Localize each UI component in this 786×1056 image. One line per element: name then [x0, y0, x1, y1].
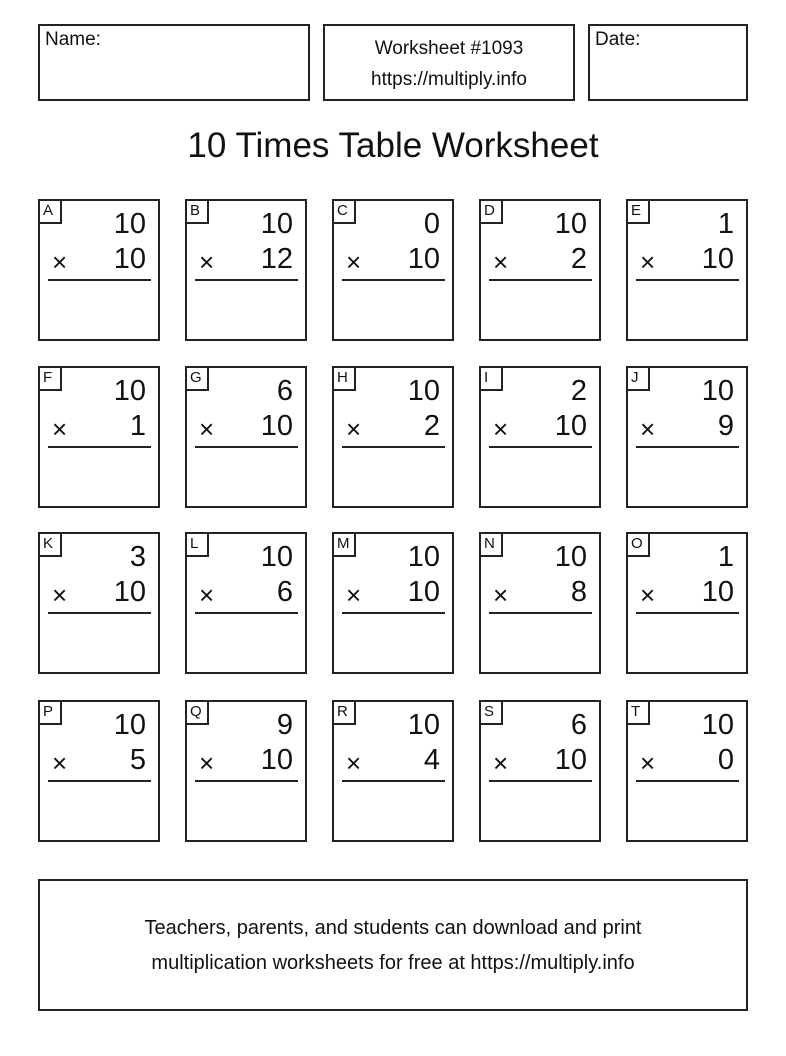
multiply-sign-icon: ×: [640, 414, 656, 444]
problem-label: H: [332, 366, 356, 391]
problem-cell[interactable]: [626, 366, 748, 508]
multiplicand: 3: [129, 541, 146, 573]
multiplicand: 1: [717, 541, 734, 573]
problem-label: R: [332, 700, 356, 725]
multiplier: 0: [717, 744, 734, 776]
multiplier: 10: [554, 744, 587, 776]
multiplier: 10: [113, 243, 146, 275]
multiply-sign-icon: ×: [346, 414, 362, 444]
problem-label: M: [332, 532, 356, 557]
multiply-sign-icon: ×: [199, 414, 215, 444]
worksheet-id: Worksheet #1093: [374, 38, 524, 59]
multiplier: 9: [717, 410, 734, 442]
multiplier: 10: [113, 576, 146, 608]
multiply-sign-icon: ×: [493, 414, 509, 444]
problem-label: A: [38, 199, 62, 224]
problem-cell[interactable]: [479, 532, 601, 674]
multiply-sign-icon: ×: [52, 748, 68, 778]
multiplier: 2: [423, 410, 440, 442]
multiplicand: 9: [276, 709, 293, 741]
multiplicand: 10: [113, 709, 146, 741]
multiplier: 10: [407, 243, 440, 275]
multiplier: 10: [701, 576, 734, 608]
multiplier: 4: [423, 744, 440, 776]
multiplicand: 10: [260, 541, 293, 573]
answer-line: [636, 279, 739, 281]
multiply-sign-icon: ×: [640, 247, 656, 277]
footer-note: [38, 879, 748, 1011]
worksheet-url: https://multiply.info: [371, 69, 527, 90]
problem-cell[interactable]: [626, 199, 748, 341]
problem-label: P: [38, 700, 62, 725]
problem-cell[interactable]: [185, 700, 307, 842]
multiplier: 2: [570, 243, 587, 275]
multiplier: 6: [276, 576, 293, 608]
problem-label: E: [626, 199, 650, 224]
problem-cell[interactable]: [38, 700, 160, 842]
multiplier: 10: [701, 243, 734, 275]
footer-line-2: multiplication worksheets for free at https://multiply.info: [151, 952, 635, 974]
problem-label: C: [332, 199, 356, 224]
problem-label: N: [479, 532, 503, 557]
answer-line: [636, 780, 739, 782]
multiplicand: 6: [276, 375, 293, 407]
multiplicand: 10: [113, 375, 146, 407]
multiply-sign-icon: ×: [52, 247, 68, 277]
answer-line: [489, 780, 592, 782]
problem-cell[interactable]: [479, 700, 601, 842]
problem-cell[interactable]: [38, 366, 160, 508]
multiplicand: 10: [260, 208, 293, 240]
problem-cell[interactable]: [626, 532, 748, 674]
answer-line: [489, 612, 592, 614]
problem-label: F: [38, 366, 62, 391]
multiplier: 12: [260, 243, 293, 275]
problem-label: S: [479, 700, 503, 725]
answer-line: [48, 780, 151, 782]
footer-line-1: Teachers, parents, and students can download and print: [144, 917, 642, 939]
problem-label: D: [479, 199, 503, 224]
multiplier: 5: [129, 744, 146, 776]
multiplier: 1: [129, 410, 146, 442]
multiply-sign-icon: ×: [52, 580, 68, 610]
problem-label: G: [185, 366, 209, 391]
problem-cell[interactable]: [479, 366, 601, 508]
answer-line: [342, 780, 445, 782]
answer-line: [489, 279, 592, 281]
problem-cell[interactable]: [185, 199, 307, 341]
answer-line: [48, 446, 151, 448]
date-label: Date:: [595, 29, 641, 50]
date-field-box[interactable]: [588, 24, 748, 101]
problem-label: B: [185, 199, 209, 224]
answer-line: [195, 446, 298, 448]
multiplier: 10: [260, 744, 293, 776]
problem-cell[interactable]: [185, 532, 307, 674]
problem-label: K: [38, 532, 62, 557]
answer-line: [195, 612, 298, 614]
problem-cell[interactable]: [479, 199, 601, 341]
problem-label: L: [185, 532, 209, 557]
multiplicand: 10: [407, 375, 440, 407]
multiplicand: 6: [570, 709, 587, 741]
page-title: 10 Times Table Worksheet: [187, 126, 599, 165]
answer-line: [636, 612, 739, 614]
answer-line: [636, 446, 739, 448]
problem-label: T: [626, 700, 650, 725]
answer-line: [342, 279, 445, 281]
multiply-sign-icon: ×: [52, 414, 68, 444]
problem-cell[interactable]: [332, 532, 454, 674]
multiply-sign-icon: ×: [346, 580, 362, 610]
problem-label: I: [479, 366, 503, 391]
problem-cell[interactable]: [38, 532, 160, 674]
name-field-box[interactable]: [38, 24, 310, 101]
multiplicand: 10: [554, 541, 587, 573]
multiplier: 8: [570, 576, 587, 608]
answer-line: [489, 446, 592, 448]
problem-cell[interactable]: [332, 366, 454, 508]
multiply-sign-icon: ×: [640, 748, 656, 778]
multiply-sign-icon: ×: [199, 580, 215, 610]
answer-line: [342, 446, 445, 448]
multiplicand: 10: [407, 709, 440, 741]
problem-label: J: [626, 366, 650, 391]
answer-line: [48, 279, 151, 281]
answer-line: [48, 612, 151, 614]
multiply-sign-icon: ×: [346, 748, 362, 778]
multiplicand: 0: [423, 208, 440, 240]
multiply-sign-icon: ×: [640, 580, 656, 610]
problem-label: O: [626, 532, 650, 557]
multiplicand: 10: [113, 208, 146, 240]
multiplier: 10: [407, 576, 440, 608]
answer-line: [195, 279, 298, 281]
problem-cell[interactable]: [332, 700, 454, 842]
multiplier: 10: [554, 410, 587, 442]
multiplicand: 1: [717, 208, 734, 240]
worksheet-info-box: [323, 24, 575, 101]
answer-line: [342, 612, 445, 614]
problem-cell[interactable]: [626, 700, 748, 842]
multiplicand: 10: [701, 709, 734, 741]
problem-cell[interactable]: [332, 199, 454, 341]
multiply-sign-icon: ×: [199, 247, 215, 277]
multiply-sign-icon: ×: [493, 247, 509, 277]
multiplier: 10: [260, 410, 293, 442]
multiply-sign-icon: ×: [346, 247, 362, 277]
multiply-sign-icon: ×: [199, 748, 215, 778]
multiply-sign-icon: ×: [493, 580, 509, 610]
multiplicand: 10: [407, 541, 440, 573]
multiplicand: 10: [701, 375, 734, 407]
multiplicand: 10: [554, 208, 587, 240]
problem-label: Q: [185, 700, 209, 725]
name-label: Name:: [45, 29, 101, 50]
problem-cell[interactable]: [185, 366, 307, 508]
multiply-sign-icon: ×: [493, 748, 509, 778]
answer-line: [195, 780, 298, 782]
problem-cell[interactable]: [38, 199, 160, 341]
multiplicand: 2: [570, 375, 587, 407]
